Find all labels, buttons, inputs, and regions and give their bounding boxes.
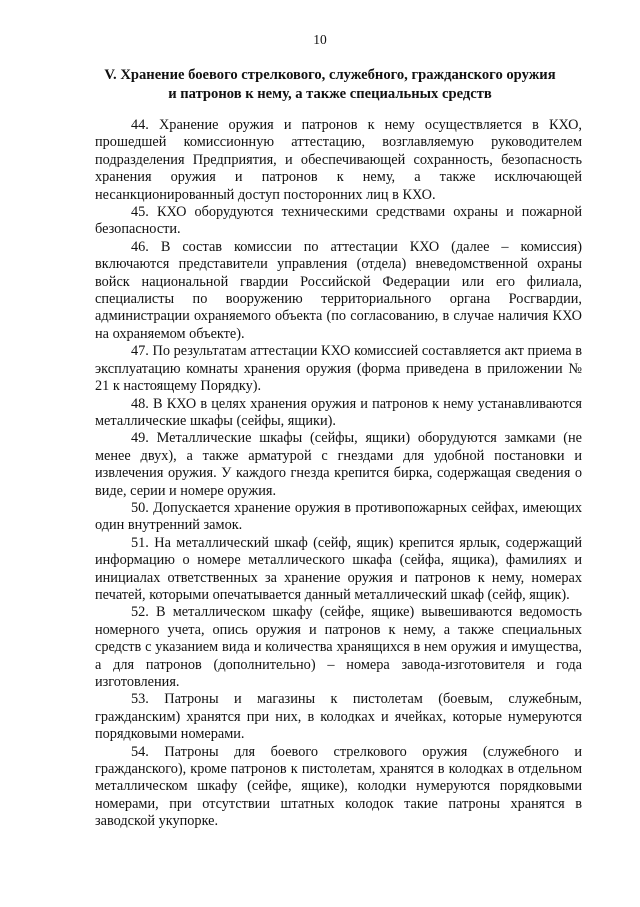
section-title-line-2: и патронов к нему, а также специальных средств xyxy=(168,86,492,102)
paragraph-49: 49. Металлические шкафы (сейфы, ящики) оборудуются замками (не менее двух), а также арматурой с гнездами для удобной постановки и извлечения оружия. У каждого гнезда крепится бирка, содержащая сведения о виде, серии и номере оружия. xyxy=(95,430,582,499)
paragraph-51: 51. На металлический шкаф (сейф, ящик) крепится ярлык, содержащий информацию о номере металлического шкафа (сейфа, ящика), фамилиях и инициалах ответственных за хранение оружия и патронов к нему, номерах печатей, которыми опечатывается данный металлический шкаф (сейф, ящик). xyxy=(95,534,582,603)
paragraph-54: 54. Патроны для боевого стрелкового оружия (служебного и гражданского), кроме патронов к пистолетам, хранятся в колодках в отдельном металлическом шкафу (сейфе, ящике), колодки нумеруются порядковыми номерами, при отсутствии штатных колодок такие патроны хранятся в заводской укупорке. xyxy=(95,743,582,830)
section-title-line-1: V. Хранение боевого стрелкового, служебного, гражданского оружия xyxy=(104,67,556,83)
paragraph-52: 52. В металлическом шкафу (сейфе, ящике) вывешиваются ведомость номерного учета, опись оружия и патронов к нему, а также специальных средств с указанием вида и количества хранящихся в нем оружия и имущества, а для патронов (дополнительно) – номера завода-изготовителя и года изготовления. xyxy=(95,604,582,690)
paragraph-45: 45. КХО оборудуются техническими средствами охраны и пожарной безопасности. xyxy=(95,204,582,238)
page-number: 10 xyxy=(313,32,327,47)
document-body xyxy=(95,117,582,831)
paragraph-46: 46. В состав комиссии по аттестации КХО (далее – комиссия) включаются представители управления (отдела) вневедомственной охраны войск национальной гвардии Российской Федерации или его филиала, специалисты по вооружению территориального органа Росгвардии, администрации охраняемого объекта (по согласованию, в случае наличия КХО на охраняемом объекте). xyxy=(95,238,582,342)
paragraph-47: 47. По результатам аттестации КХО комиссией составляется акт приема в эксплуатацию комнаты хранения оружия (форма приведена в приложении № 21 к настоящему Порядку). xyxy=(95,343,582,395)
paragraph-50: 50. Допускается хранение оружия в противопожарных сейфах, имеющих один внутренний замок. xyxy=(95,499,582,534)
paragraph-44: 44. Хранение оружия и патронов к нему осуществляется в КХО, прошедшей комиссионную аттестацию, возглавляемую руководителем подразделения Предприятия, и обеспечивающей сохранность, безопасность хранения оружия и патронов к нему, а также исключающей несанкционированный доступ посторонних лиц в КХО. xyxy=(95,117,582,203)
paragraph-48: 48. В КХО в целях хранения оружия и патронов к нему устанавливаются металлические шкафы (сейфы, ящики). xyxy=(95,395,582,429)
section-title xyxy=(60,66,600,104)
paragraph-53: 53. Патроны и магазины к пистолетам (боевым, служебным, гражданским) хранятся при них, в колодках и ячейках, которые нумеруются порядковыми номерами. xyxy=(95,691,582,743)
